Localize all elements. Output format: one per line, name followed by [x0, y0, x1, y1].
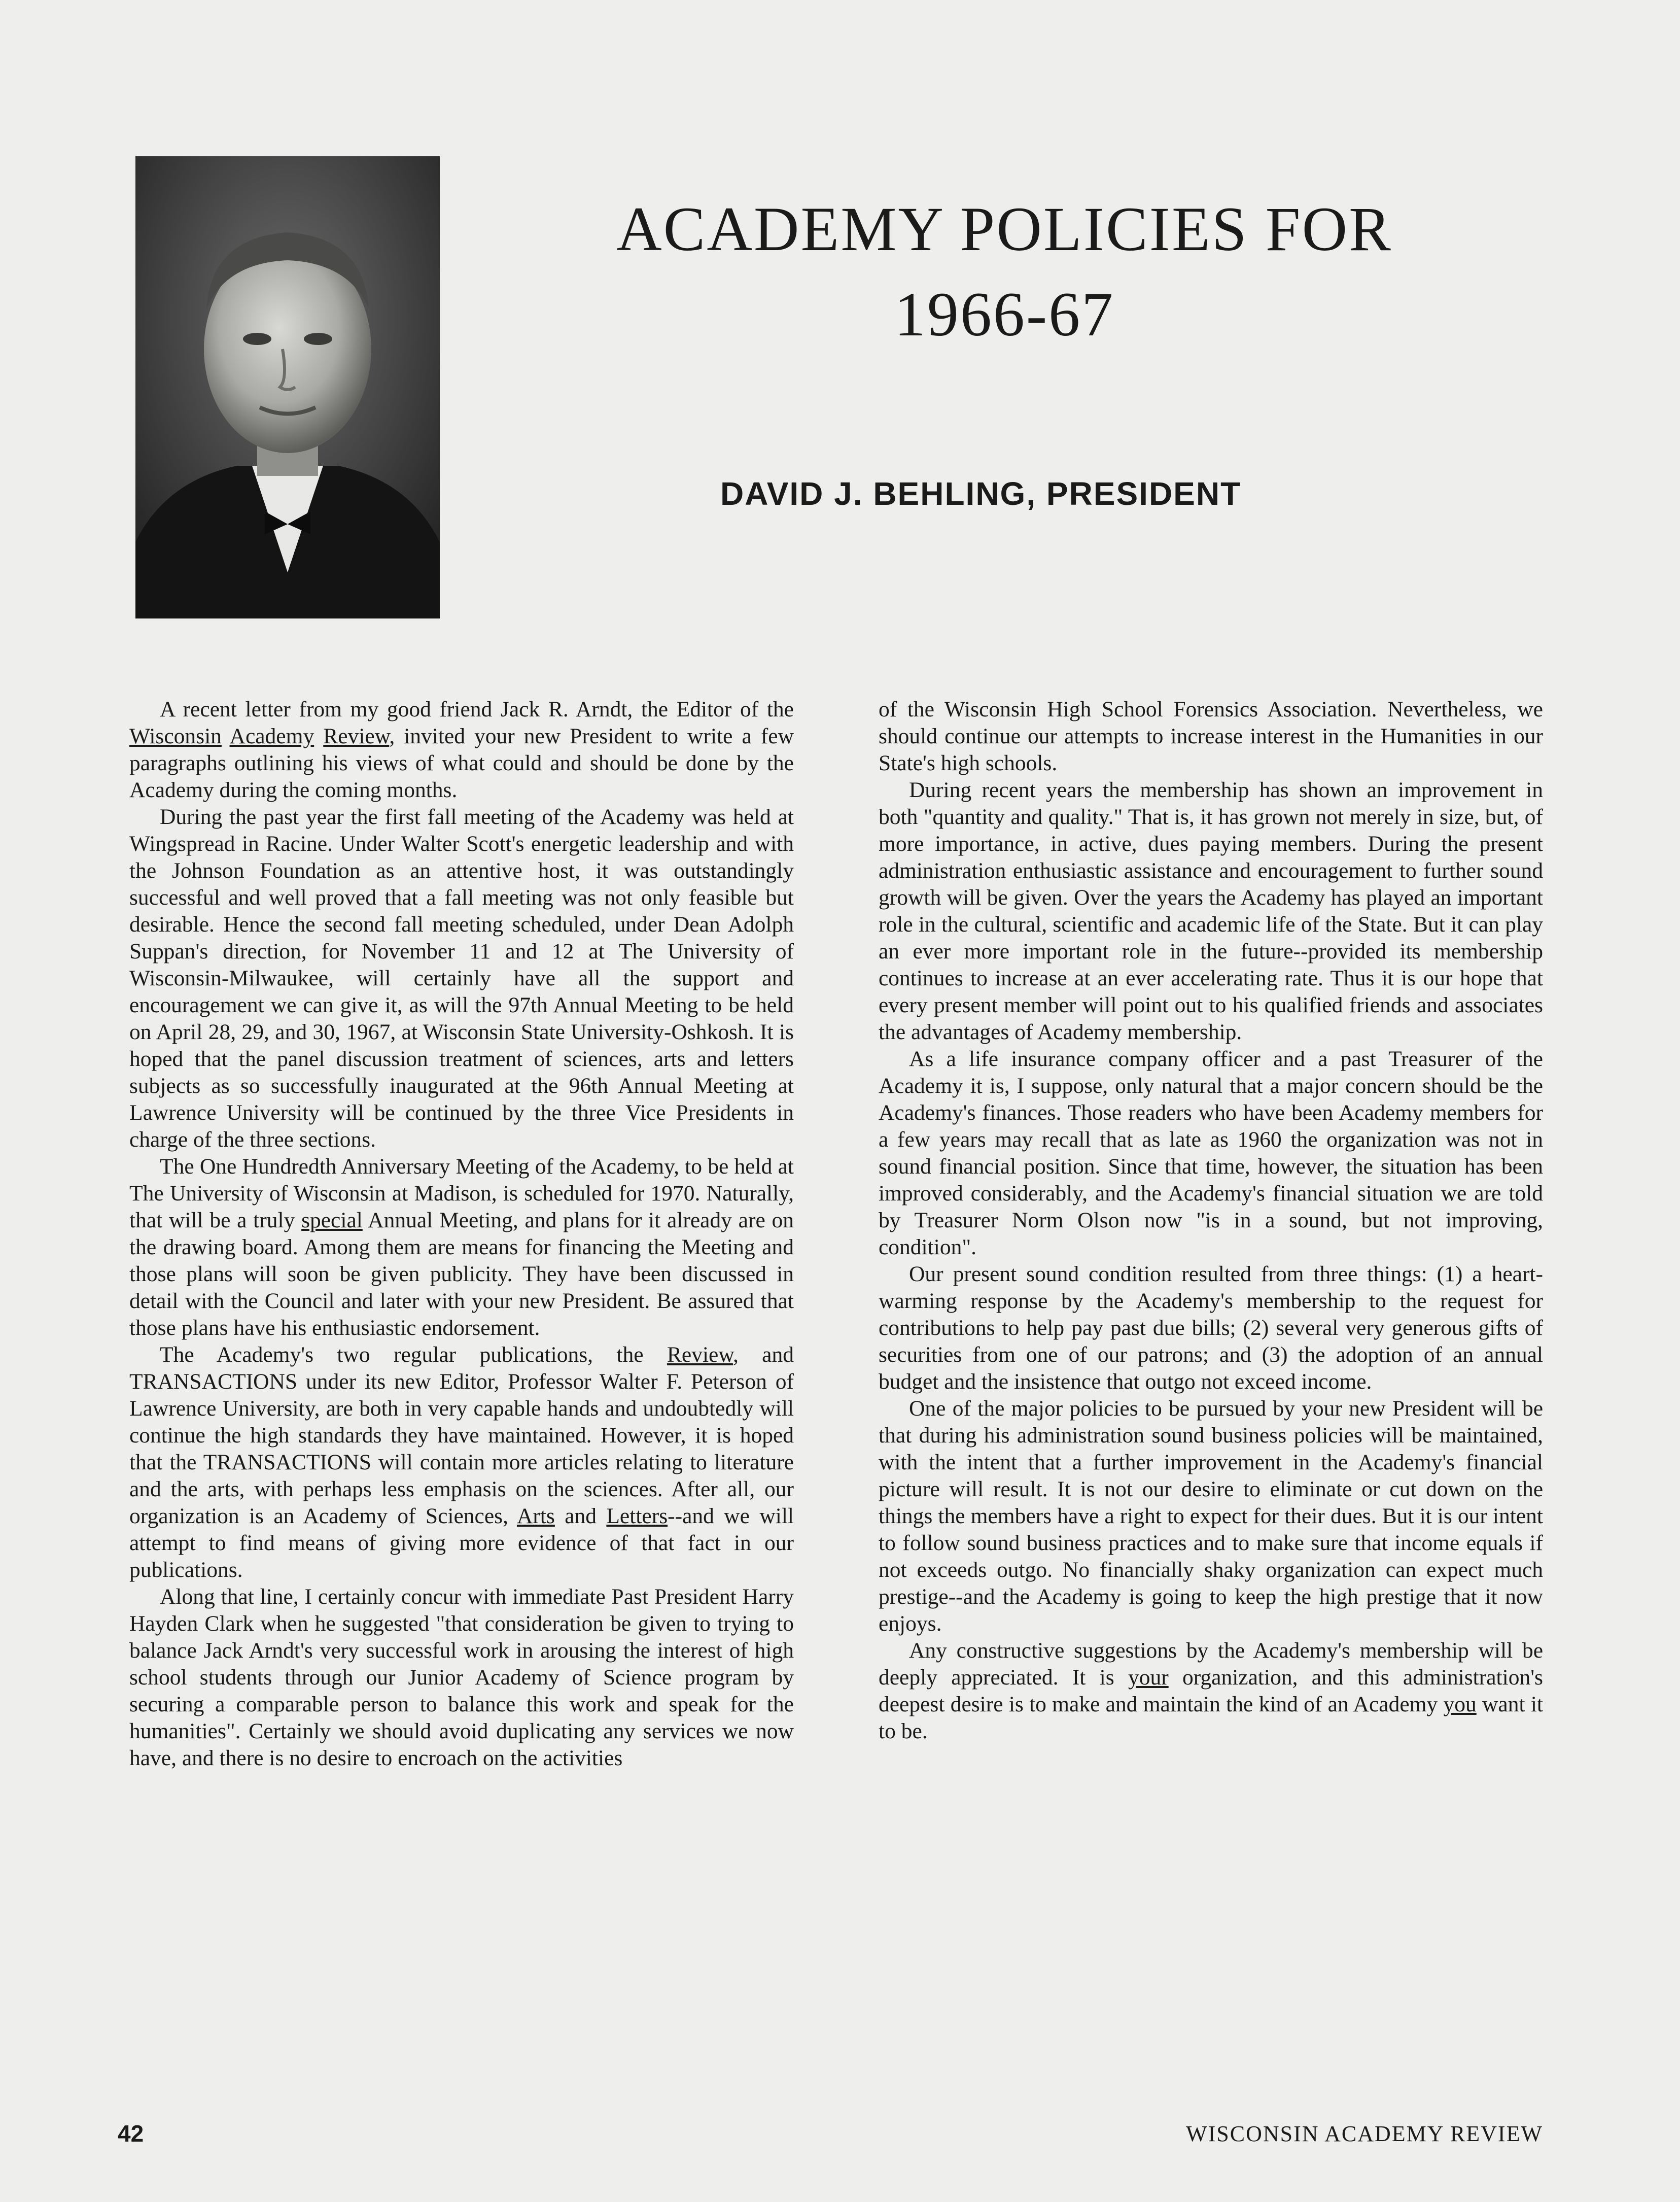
paragraph: Our present sound condition resulted from three things: (1) a heart-warming response by the Academy's membership to the request for contributions to help pay past due bills; (2) several very generous gifts of securities from one of our patrons; and (3) the adoption of an annual budget and the insistence that outgo not exceed income.: [879, 1262, 1543, 1394]
title-line-1: ACADEMY POLICIES FOR: [616, 194, 1392, 264]
text-run: organization, and this administration's deepest desire is to make and maintain the kind of an Academy: [879, 1665, 1543, 1716]
underlined-text: Academy: [229, 724, 314, 748]
text-run: , and TRANSACTIONS under its new Editor, Professor Walter F. Peterson of Lawrence University, are both in very capable hands and undoubtedly will continue the high standards they have maintained. However, it is hoped that the TRANSACTIONS will contain more articles relating to literature and the arts, with perhaps less emphasis on the sciences. After all, our organization is an Academy of Sciences,: [129, 1343, 794, 1528]
paragraph: One of the major policies to be pursued by your new President will be that during his administration sound business policies will be maintained, with the intent that a further improvement in the Academy's financial picture will result. It is not our desire to eliminate or cut down on the things the members have a right to expect for their dues. But it is our intent to follow sound business practices and to make sure that income equals if not exceeds outgo. No financially shaky organization can expect much prestige--and the Academy is going to keep the high prestige that it now enjoys.: [879, 1396, 1543, 1636]
paragraph: During the past year the first fall meeting of the Academy was held at Wingspread in Racine. Under Walter Scott's energetic leadership and with the Johnson Foundation as an attentive host, it was outstandingly successful and well proved that a fall meeting was not only feasible but desirable. Hence the second fall meeting scheduled, under Dean Adolph Suppan's direction, for November 11 and 12 at The University of Wisconsin-Milwaukee, will certainly have all the support and encouragement we can give it, as will the 97th Annual Meeting to be held on April 28, 29, and 30, 1967, at Wisconsin State University-Oshkosh. It is hoped that the panel discussion treatment of sciences, arts and letters subjects as so successfully inaugurated at the 96th Annual Meeting at Lawrence University will be continued by the three Vice Presidents in charge of the three sections.: [129, 805, 794, 1152]
text-run: The One Hundredth Anniversary Meeting of the Academy, to be held at The University of Wisconsin at Madison, is scheduled for 1970. Naturally, that will be a truly: [129, 1154, 794, 1232]
right-text-column: [879, 696, 1543, 1745]
underlined-text: special: [301, 1208, 363, 1232]
text-run: A recent letter from my good friend Jack R. Arndt, the Editor of the: [160, 697, 794, 721]
paragraph-continued: of the Wisconsin High School Forensics Association. Nevertheless, we should continue our attempts to increase interest in the Humanities in our State's high schools.: [879, 697, 1543, 775]
paragraph: [129, 1341, 794, 1584]
underlined-text: Wisconsin: [129, 724, 222, 748]
underlined-text: you: [1443, 1692, 1477, 1716]
text-run: --and we will attempt to find means of giving more evidence of that fact in our publications.: [129, 1504, 794, 1582]
text-run: want it to be.: [879, 1692, 1543, 1743]
page-number: 42: [118, 2120, 144, 2147]
text-run: Annual Meeting, and plans for it already are on the drawing board. Among them are means for financing the Meeting and those plans will soon be given publicity. They have been discussed in detail with the Council and later with your new President. Be assured that those plans have his enthusiastic endorsement.: [129, 1208, 794, 1340]
author-portrait-photo: [135, 156, 440, 618]
paragraph: [879, 1637, 1543, 1745]
underlined-text: Arts: [516, 1504, 555, 1528]
text-run: and: [554, 1504, 607, 1528]
publication-name: WISCONSIN ACADEMY REVIEW: [1186, 2121, 1543, 2146]
portrait-illustration: [135, 156, 440, 618]
paragraph: As a life insurance company officer and a past Treasurer of the Academy it is, I suppose, only natural that a major concern should be the Academy's finances. Those readers who have been Academy members for a few years may recall that as late as 1960 the organization was not in sound financial position. Since that time, however, the situation has been improved considerably, and the Academy's financial situation we are told by Treasurer Norm Olson now "is in a sound, but not improving, condition".: [879, 1047, 1543, 1259]
left-text-column: [129, 696, 794, 1772]
title-line-2: 1966-67: [894, 280, 1115, 349]
paragraph: [129, 696, 794, 804]
underlined-text: Review: [667, 1343, 733, 1367]
article-author: DAVID J. BEHLING, PRESIDENT: [720, 475, 1242, 512]
text-run: Any constructive suggestions by the Academy's membership will be deeply appreciated. It is: [879, 1638, 1543, 1690]
underlined-text: Letters: [606, 1504, 668, 1528]
article-title: [457, 187, 1552, 357]
paragraph: [129, 1153, 794, 1341]
underlined-text: your: [1128, 1665, 1169, 1690]
text-run: The Academy's two regular publications, the: [160, 1343, 667, 1367]
text-run: , invited your new President to write a few paragraphs outlining his views of what could and should be done by the Academy during the coming months.: [129, 724, 794, 802]
paragraph: Along that line, I certainly concur with immediate Past President Harry Hayden Clark when he suggested "that consideration be given to trying to balance Jack Arndt's very successful work in arousing the interest of high school students through our Junior Academy of Science program by securing a comparable person to balance this work and speak for the humanities". Certainly we should avoid duplicating any services we now have, and there is no desire to encroach on the activities: [129, 1585, 794, 1770]
paragraph: During recent years the membership has shown an improvement in both "quantity and quality." That is, it has grown not merely in size, but, of more importance, in active, dues paying members. During the present administration enthusiastic assistance and encouragement to further sound growth will be given. Over the years the Academy has played an important role in the cultural, scientific and academic life of the State. But it can play an ever more important role in the future--provided its membership continues to increase at an ever accelerating rate. Thus it is our hope that every present member will point out to his qualified friends and associates the advantages of Academy membership.: [879, 778, 1543, 1044]
underlined-text: Review: [323, 724, 390, 748]
